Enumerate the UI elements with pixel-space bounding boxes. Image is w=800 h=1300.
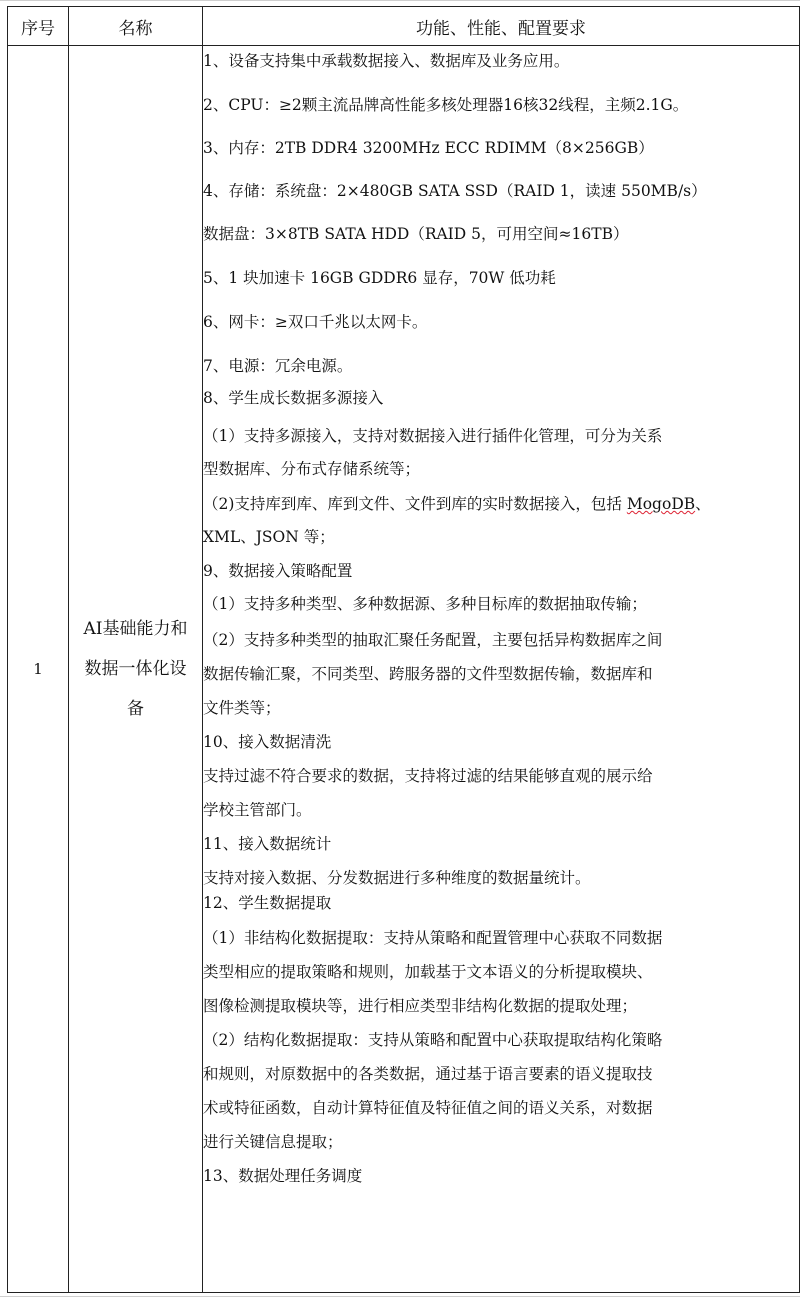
req-line: 8、学生成长数据多源接入 xyxy=(203,389,384,407)
req-line: 和规则，对原数据中的各类数据，通过基于语言要素的语义提取技 xyxy=(203,1065,653,1083)
table-row xyxy=(8,46,800,1293)
requirements-table xyxy=(7,6,800,1293)
req-line: 进行关键信息提取； xyxy=(203,1133,343,1151)
req-line: 型数据库、分布式存储系统等； xyxy=(203,460,421,478)
spellcheck-word: MogoDB xyxy=(626,495,696,513)
header-name: 名称 xyxy=(69,7,203,46)
name-line: AI基础能力和 xyxy=(83,619,188,639)
req-line: 4、存储：系统盘：2×480GB SATA SSD（RAID 1，读速 550MB/s） xyxy=(203,182,707,200)
req-line xyxy=(203,493,799,515)
req-line: 1、设备支持集中承载数据接入、数据库及业务应用。 xyxy=(203,52,570,70)
req-line: （1）支持多源接入，支持对数据接入进行插件化管理，可分为关系 xyxy=(203,427,663,445)
req-line: 11、接入数据统计 xyxy=(203,835,332,853)
req-line: 6、网卡：≥双口千兆以太网卡。 xyxy=(203,313,428,331)
req-line: 10、接入数据清洗 xyxy=(203,733,332,751)
req-line: 5、1 块加速卡 16GB GDDR6 显存，70W 低功耗 xyxy=(203,269,556,287)
req-line: 13、数据处理任务调度 xyxy=(203,1167,363,1185)
req-line: 7、电源：冗余电源。 xyxy=(203,357,353,375)
req-line: 图像检测提取模块等，进行相应类型非结构化数据的提取处理； xyxy=(203,997,638,1015)
req-line: （1）支持多种类型、多种数据源、多种目标库的数据抽取传输； xyxy=(203,595,647,613)
req-line: 9、数据接入策略配置 xyxy=(203,562,353,580)
header-seq: 序号 xyxy=(8,7,69,46)
req-line: 支持对接入数据、分发数据进行多种维度的数据量统计。 xyxy=(203,869,591,887)
row-requirements xyxy=(203,46,800,1293)
req-line: （2）支持多种类型的抽取汇聚任务配置，主要包括异构数据库之间 xyxy=(203,631,663,649)
req-line: 12、学生数据提取 xyxy=(203,894,332,912)
row-name xyxy=(69,46,203,1293)
req-line: 文件类等； xyxy=(203,699,281,717)
req-line: （1）非结构化数据提取：支持从策略和配置管理中心获取不同数据 xyxy=(203,929,663,947)
req-line: 数据传输汇聚，不同类型、跨服务器的文件型数据传输，数据库和 xyxy=(203,665,653,683)
req-line: （2）结构化数据提取：支持从策略和配置中心获取提取结构化策略 xyxy=(203,1031,663,1049)
req-line: 3、内存：2TB DDR4 3200MHz ECC RDIMM（8×256GB） xyxy=(203,139,654,157)
name-line: 数据一体化设 xyxy=(84,659,187,679)
name-line: 备 xyxy=(127,699,144,719)
req-line: 2、CPU：≥2颗主流品牌高性能多核处理器16核32线程，主频2.1G。 xyxy=(203,96,689,114)
req-line: XML、JSON 等； xyxy=(203,528,335,546)
page-edge-top xyxy=(0,0,800,1)
req-line: 数据盘：3×8TB SATA HDD（RAID 5，可用空间≈16TB） xyxy=(203,225,629,243)
req-line-text: 、 xyxy=(695,495,711,513)
req-line: 类型相应的提取策略和规则，加载基于文本语义的分析提取模块、 xyxy=(203,963,653,981)
req-line: 术或特征函数，自动计算特征值及特征值之间的语义关系，对数据 xyxy=(203,1099,653,1117)
req-line: 学校主管部门。 xyxy=(203,801,312,819)
req-line-text: （2)支持库到库、库到文件、文件到库的实时数据接入，包括 xyxy=(203,495,622,513)
req-line: 支持过滤不符合要求的数据，支持将过滤的结果能够直观的展示给 xyxy=(203,767,653,785)
page-edge-bottom xyxy=(0,1296,800,1297)
header-row xyxy=(8,7,800,46)
header-requirements: 功能、性能、配置要求 xyxy=(203,7,800,46)
row-seq: 1 xyxy=(8,46,69,1293)
